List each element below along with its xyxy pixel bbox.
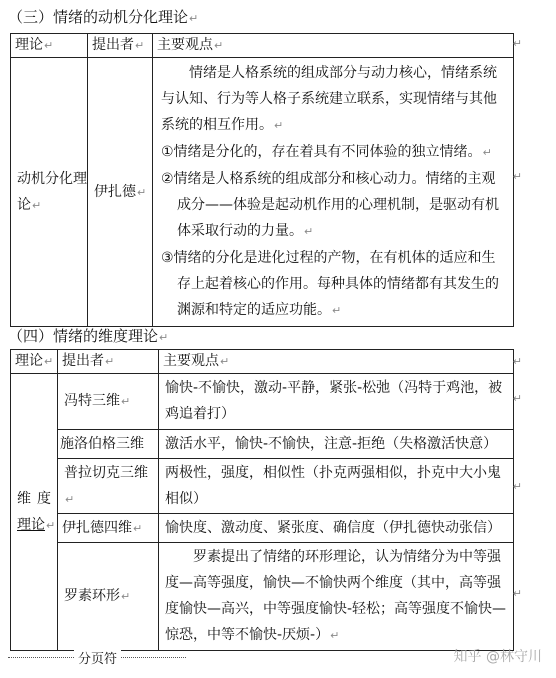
paragraph-mark: ↵	[189, 12, 199, 25]
header-proposer: 提出者↵	[88, 34, 153, 58]
viewpoint-cell: 愉快-不愉快，激动-平静，紧张-松弛（冯特于鸡池，被鸡追着打）	[159, 374, 514, 430]
header-theory: 理论↵	[11, 34, 88, 58]
proposer-cell: 罗素环形↵	[58, 543, 159, 651]
section4-title	[8, 326, 168, 348]
section4-title-text: （四）情绪的维度理论	[8, 327, 159, 345]
header-theory: 理论↵	[11, 350, 58, 374]
header-viewpoint: 主要观点↵	[153, 34, 514, 58]
proposer-cell: 伊扎德四维↵	[58, 514, 159, 543]
section3-title	[8, 7, 198, 29]
table-row	[11, 58, 514, 327]
row-end-mark: ↵	[512, 587, 522, 600]
proposer-cell: 施洛伯格三维	[58, 430, 159, 459]
page-break	[8, 648, 186, 668]
dimension-theory-cell	[11, 374, 58, 651]
table-row	[11, 430, 514, 459]
header-viewpoint: 主要观点↵	[159, 350, 514, 374]
table-row	[11, 374, 514, 430]
table-row	[11, 543, 514, 651]
proposer-cell: 冯特三维↵	[58, 374, 159, 430]
header-proposer: 提出者↵	[58, 350, 159, 374]
table-header-row	[11, 350, 514, 374]
viewpoint-cell	[153, 58, 514, 327]
row-end-mark: ↵	[512, 37, 522, 50]
row-end-mark: ↵	[512, 480, 522, 493]
table-row	[11, 459, 514, 514]
theory-label-line2: 理论↵	[17, 516, 56, 533]
dimension-theory-table	[10, 349, 514, 651]
paragraph-mark: ↵	[159, 331, 169, 344]
theory-cell: 动机分化理论↵	[11, 58, 88, 327]
motivation-theory-table	[10, 33, 514, 327]
viewpoint-point-2: ②情绪是人格系统的组成部分和核心动力。情绪的主观成分——体验是起动机作用的心理机制，是驱动有机体采取行动的力量。↵	[161, 171, 499, 239]
theory-label-line1: 维度	[17, 490, 57, 507]
row-end-mark: ↵	[512, 355, 522, 368]
table-header-row	[11, 34, 514, 58]
row-end-mark: ↵	[512, 392, 522, 405]
viewpoint-point-3: ③情绪的分化是进化过程的产物，在有机体的适应和生存上起着核心的作用。每种具体的情绪都有其发生的渊源和特定的适应功能。↵	[161, 250, 499, 318]
proposer-cell: 普拉切克三维↵	[58, 459, 159, 514]
page-break-label: 分页符	[74, 648, 121, 667]
viewpoint-cell: 罗素提出了情绪的环形理论，认为情绪分为中等强度—高等强度，愉快—不愉快两个维度（其中，高等强度愉快—高兴，中等强度愉快-轻松；高等强度不愉快—惊恐，中等不愉快-厌烦-）↵	[159, 543, 514, 651]
row-end-mark: ↵	[512, 170, 522, 183]
watermark: 知乎 @林守川	[453, 649, 542, 665]
viewpoint-cell: 两极性，强度，相似性（扑克两强相似，扑克中大小鬼相似）	[159, 459, 514, 514]
table-row	[11, 514, 514, 543]
section3-title-text: （三）情绪的动机分化理论	[8, 8, 189, 26]
proposer-cell: 伊扎德↵	[88, 58, 153, 327]
viewpoint-cell: 愉快度、激动度、紧张度、确信度（伊扎德快动张信）	[159, 514, 514, 543]
viewpoint-intro: 情绪是人格系统的组成部分与动力核心，情绪系统与认知、行为等人格子系统建立联系，实现情绪与其他系统的相互作用。↵	[161, 65, 497, 133]
viewpoint-cell: 激活水平，愉快-不愉快，注意-拒绝（失格激活快意）	[159, 430, 514, 459]
viewpoint-point-1: ①情绪是分化的，存在着具有不同体验的独立情绪。↵	[161, 144, 492, 160]
